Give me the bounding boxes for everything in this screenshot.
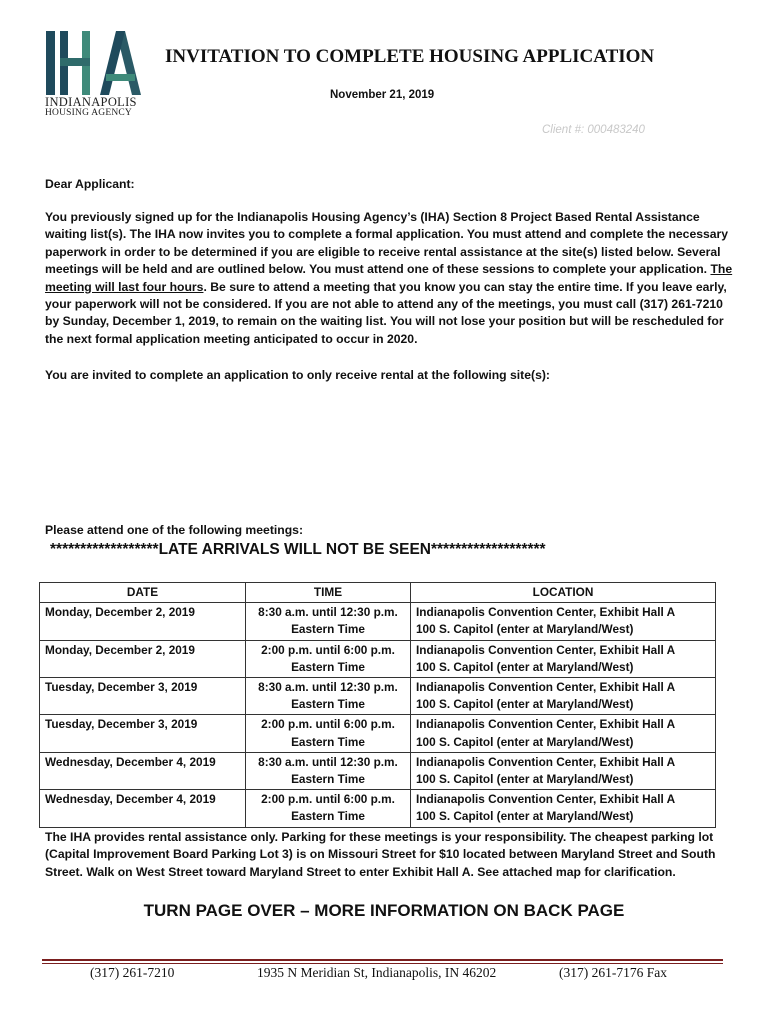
- parking-paragraph: The IHA provides rental assistance only. Parking for these meetings is your responsibility. The cheapest parking lot (Capital Improvement Board Parking Lot 3) is on Missouri Street for $10 located between Maryland Street and South Street. Walk on West Street toward Maryland Street to enter Exhibit Hall A. See attached map for clarification.: [45, 830, 716, 879]
- row-location: [411, 715, 716, 752]
- row-time: [246, 790, 411, 827]
- time-zone: Eastern Time: [291, 697, 365, 712]
- logo-subtitle-line2: HOUSING AGENCY: [45, 108, 132, 118]
- document-title: INVITATION TO COMPLETE HOUSING APPLICATION: [165, 46, 655, 67]
- header-location: LOCATION: [411, 583, 716, 603]
- row-location: [411, 678, 716, 715]
- footer-fax: (317) 261-7176 Fax: [559, 965, 667, 980]
- header-time: TIME: [246, 583, 411, 603]
- row-date: Monday, December 2, 2019: [40, 603, 246, 640]
- intro-text-a: You previously signed up for the Indianapolis Housing Agency’s (IHA) Section 8 Project Based Rental Assistance waiting list(s). The IHA now invites you to complete a formal application. You must attend and complete the necessary paperwork in order to be determined if you are eligible to receive rental assistance at the site(s) listed below. Several meetings will be held and are outlined below. You must attend one of these sessions to complete your application.: [45, 210, 729, 277]
- time-zone: Eastern Time: [291, 772, 365, 787]
- row-time: [246, 678, 411, 715]
- logo-subtitle-line1: INDIANAPOLIS: [45, 95, 137, 109]
- row-time: [246, 603, 411, 640]
- row-location: [411, 790, 716, 827]
- client-number: Client #: 000483240: [542, 124, 645, 136]
- row-time: [246, 752, 411, 789]
- row-date: Wednesday, December 4, 2019: [40, 790, 246, 827]
- time-range: 8:30 a.m. until 12:30 p.m.: [258, 754, 398, 769]
- late-arrivals-notice: ******************LATE ARRIVALS WILL NOT BE SEEN*******************: [50, 541, 546, 558]
- table-row: [40, 678, 716, 715]
- footer-divider-thin: [42, 963, 723, 964]
- time-zone: Eastern Time: [291, 809, 365, 824]
- row-date: Wednesday, December 4, 2019: [40, 752, 246, 789]
- location-venue: Indianapolis Convention Center, Exhibit Hall A: [416, 680, 676, 695]
- location-venue: Indianapolis Convention Center, Exhibit Hall A: [416, 642, 676, 657]
- intro-paragraph: [45, 209, 735, 348]
- time-zone: Eastern Time: [291, 622, 365, 637]
- location-address: 100 S. Capitol (enter at Maryland/West): [416, 659, 634, 674]
- row-location: [411, 603, 716, 640]
- meeting-schedule-table: [39, 582, 716, 828]
- location-address: 100 S. Capitol (enter at Maryland/West): [416, 734, 634, 749]
- intro-text-underlined: The meeting will last four hours: [45, 262, 733, 294]
- time-range: 2:00 p.m. until 6:00 p.m.: [261, 717, 395, 732]
- intro-text-b: . Be sure to attend a meeting that you know you can stay the entire time. If you leave early, your paperwork will not be considered. If you are not able to attend any of the meetings, you must call (317) 261-7210 by Sunday, December 1, 2019, to remain on the waiting list. You will not lose your position but will be rescheduled for the next formal application meeting anticipated to occur in 2020.: [45, 279, 727, 346]
- location-venue: Indianapolis Convention Center, Exhibit Hall A: [416, 717, 676, 732]
- location-venue: Indianapolis Convention Center, Exhibit Hall A: [416, 792, 676, 807]
- salutation: Dear Applicant:: [45, 177, 135, 191]
- table-header-row: [40, 583, 716, 603]
- time-range: 2:00 p.m. until 6:00 p.m.: [261, 642, 395, 657]
- footer-address: 1935 N Meridian St, Indianapolis, IN 46202: [257, 965, 497, 980]
- table-row: [40, 715, 716, 752]
- logo-subtitle: [45, 97, 137, 119]
- footer-phone: (317) 261-7210: [90, 965, 175, 980]
- time-range: 8:30 a.m. until 12:30 p.m.: [258, 605, 398, 620]
- time-zone: Eastern Time: [291, 734, 365, 749]
- row-date: Tuesday, December 3, 2019: [40, 678, 246, 715]
- sites-paragraph: You are invited to complete an application to only receive rental at the following site(s):: [45, 368, 550, 382]
- letter-date: November 21, 2019: [330, 89, 435, 101]
- turn-page-notice: TURN PAGE OVER – MORE INFORMATION ON BACK PAGE: [143, 901, 625, 920]
- location-address: 100 S. Capitol (enter at Maryland/West): [416, 622, 634, 637]
- time-zone: Eastern Time: [291, 659, 365, 674]
- row-time: [246, 640, 411, 677]
- table-row: [40, 752, 716, 789]
- location-address: 100 S. Capitol (enter at Maryland/West): [416, 772, 634, 787]
- time-range: 8:30 a.m. until 12:30 p.m.: [258, 680, 398, 695]
- header-date: DATE: [40, 583, 246, 603]
- location-address: 100 S. Capitol (enter at Maryland/West): [416, 697, 634, 712]
- table-row: [40, 790, 716, 827]
- row-date: Monday, December 2, 2019: [40, 640, 246, 677]
- table-row: [40, 640, 716, 677]
- location-address: 100 S. Capitol (enter at Maryland/West): [416, 809, 634, 824]
- row-location: [411, 640, 716, 677]
- table-row: [40, 603, 716, 640]
- footer-divider: [42, 959, 723, 961]
- location-venue: Indianapolis Convention Center, Exhibit Hall A: [416, 754, 676, 769]
- row-location: [411, 752, 716, 789]
- time-range: 2:00 p.m. until 6:00 p.m.: [261, 792, 395, 807]
- row-date: Tuesday, December 3, 2019: [40, 715, 246, 752]
- row-time: [246, 715, 411, 752]
- meetings-intro: Please attend one of the following meetings:: [45, 523, 303, 537]
- location-venue: Indianapolis Convention Center, Exhibit Hall A: [416, 605, 676, 620]
